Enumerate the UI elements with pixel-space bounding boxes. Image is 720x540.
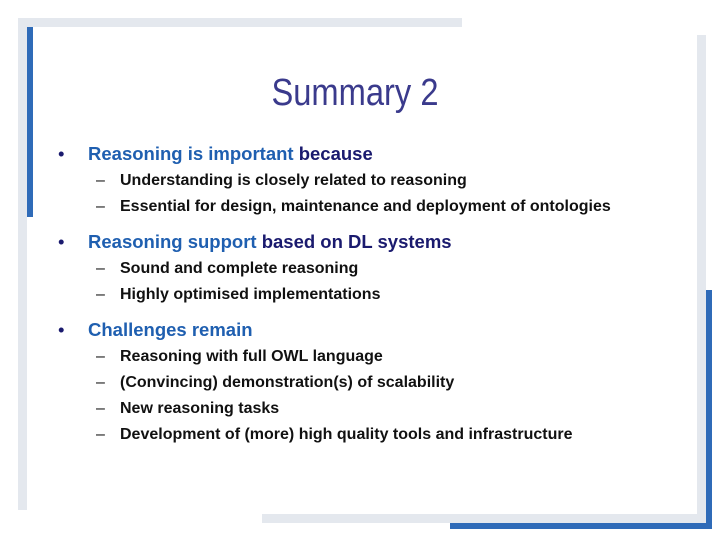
sub-item-text: Essential for design, maintenance and deployment of ontologies [120,198,611,215]
dash-marker: – [96,400,105,417]
frame-left-bar [18,18,27,510]
slide-title: Summary 2 [271,72,439,114]
dash-marker: – [96,426,105,443]
dash-marker: – [96,374,105,391]
sub-item-text: Highly optimised implementations [120,286,381,303]
frame-top-bar [18,18,462,27]
bullet-marker: • [58,319,65,340]
dash-marker: – [96,198,105,215]
bullet-highlight: Reasoning is important [88,143,294,164]
sub-item [58,197,698,223]
sub-item [58,347,698,373]
bullet-highlight: Reasoning support [88,231,257,252]
dash-marker: – [96,172,105,189]
bullet-challenges-remain [58,319,698,341]
sub-item [58,285,698,311]
bullet-marker: • [58,231,65,252]
dash-marker: – [96,286,105,303]
sub-item [58,171,698,197]
sub-item [58,399,698,425]
sub-item-text: Reasoning with full OWL language [120,348,383,365]
frame-bottom-bar [262,514,706,523]
bullet-reasoning-important [58,143,698,165]
dash-marker: – [96,260,105,277]
frame-left-accent [27,27,33,217]
sub-item-text: New reasoning tasks [120,400,280,417]
bullet-rest: based on DL systems [256,231,452,252]
sub-item [58,373,698,399]
slide-content [58,143,698,451]
frame-bottom-accent [450,523,712,529]
frame-right-accent [706,290,712,523]
frame-right-bar [697,35,706,521]
dash-marker: – [96,348,105,365]
sub-item-text: (Convincing) demonstration(s) of scalability [120,374,455,391]
sub-item-text: Sound and complete reasoning [120,260,359,277]
sub-item [58,425,698,451]
sub-item-text: Understanding is closely related to reasoning [120,172,467,189]
bullet-reasoning-support [58,231,698,253]
bullet-marker: • [58,143,65,164]
bullet-rest: because [293,143,373,164]
bullet-highlight: Challenges remain [88,319,253,340]
sub-item [58,259,698,285]
sub-item-text: Development of (more) high quality tools and infrastructure [120,426,573,443]
